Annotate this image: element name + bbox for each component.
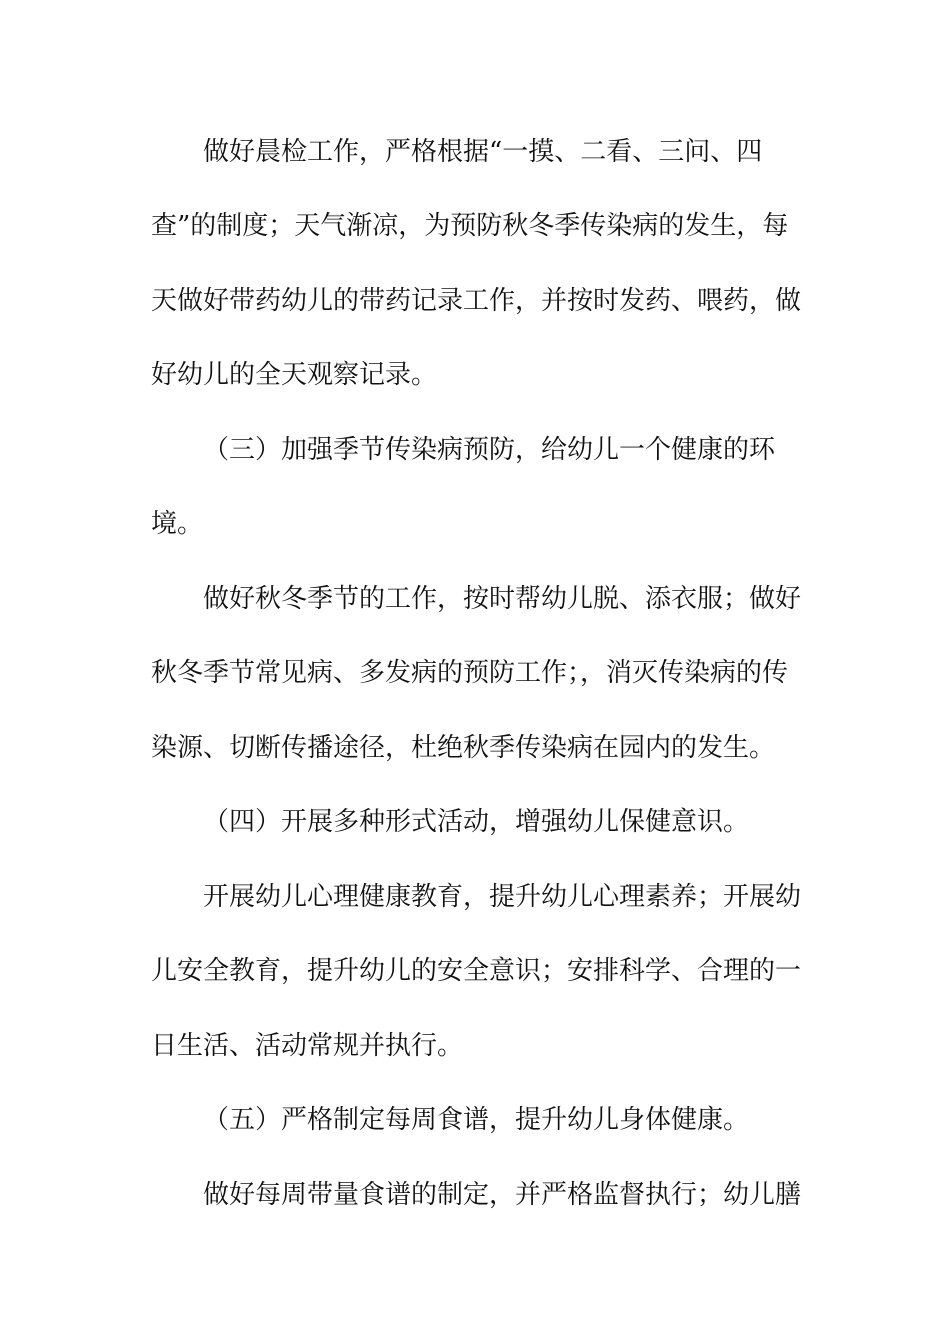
paragraph-line: 染源、切断传播途径，杜绝秋季传染病在园内的发生。 <box>151 733 776 763</box>
paragraph-line: 日生活、活动常规并执行。 <box>151 1031 464 1061</box>
section-heading: （四）开展多种形式活动，增强幼儿保健意识。 <box>203 807 750 837</box>
paragraph-line: 做好每周带量食谱的制定，并严格监督执行；幼儿膳 <box>203 1180 802 1210</box>
paragraph-line: 好幼儿的全天观察记录。 <box>151 360 438 390</box>
section-heading: （三）加强季节传染病预防，给幼儿一个健康的环 <box>203 435 776 465</box>
paragraph-line: 做好秋冬季节的工作，按时帮幼儿脱、添衣服；做好 <box>203 584 802 614</box>
paragraph-line: 秋冬季节常见病、多发病的预防工作；，消灭传染病的传 <box>151 658 789 688</box>
paragraph-line: 儿安全教育，提升幼儿的安全意识；安排科学、合理的一 <box>151 956 802 986</box>
paragraph-line: 开展幼儿心理健康教育，提升幼儿心理素养；开展幼 <box>203 882 802 912</box>
paragraph-line: 天做好带药幼儿的带药记录工作，并按时发药、喂药，做 <box>151 286 802 316</box>
section-heading: （五）严格制定每周食谱，提升幼儿身体健康。 <box>203 1105 750 1135</box>
paragraph-line: 做好晨检工作，严格根据“一摸、二看、三问、四 <box>203 137 763 167</box>
section-heading-continuation: 境。 <box>151 509 204 539</box>
paragraph-line: 查”的制度；天气渐凉，为预防秋冬季传染病的发生，每 <box>151 211 789 241</box>
